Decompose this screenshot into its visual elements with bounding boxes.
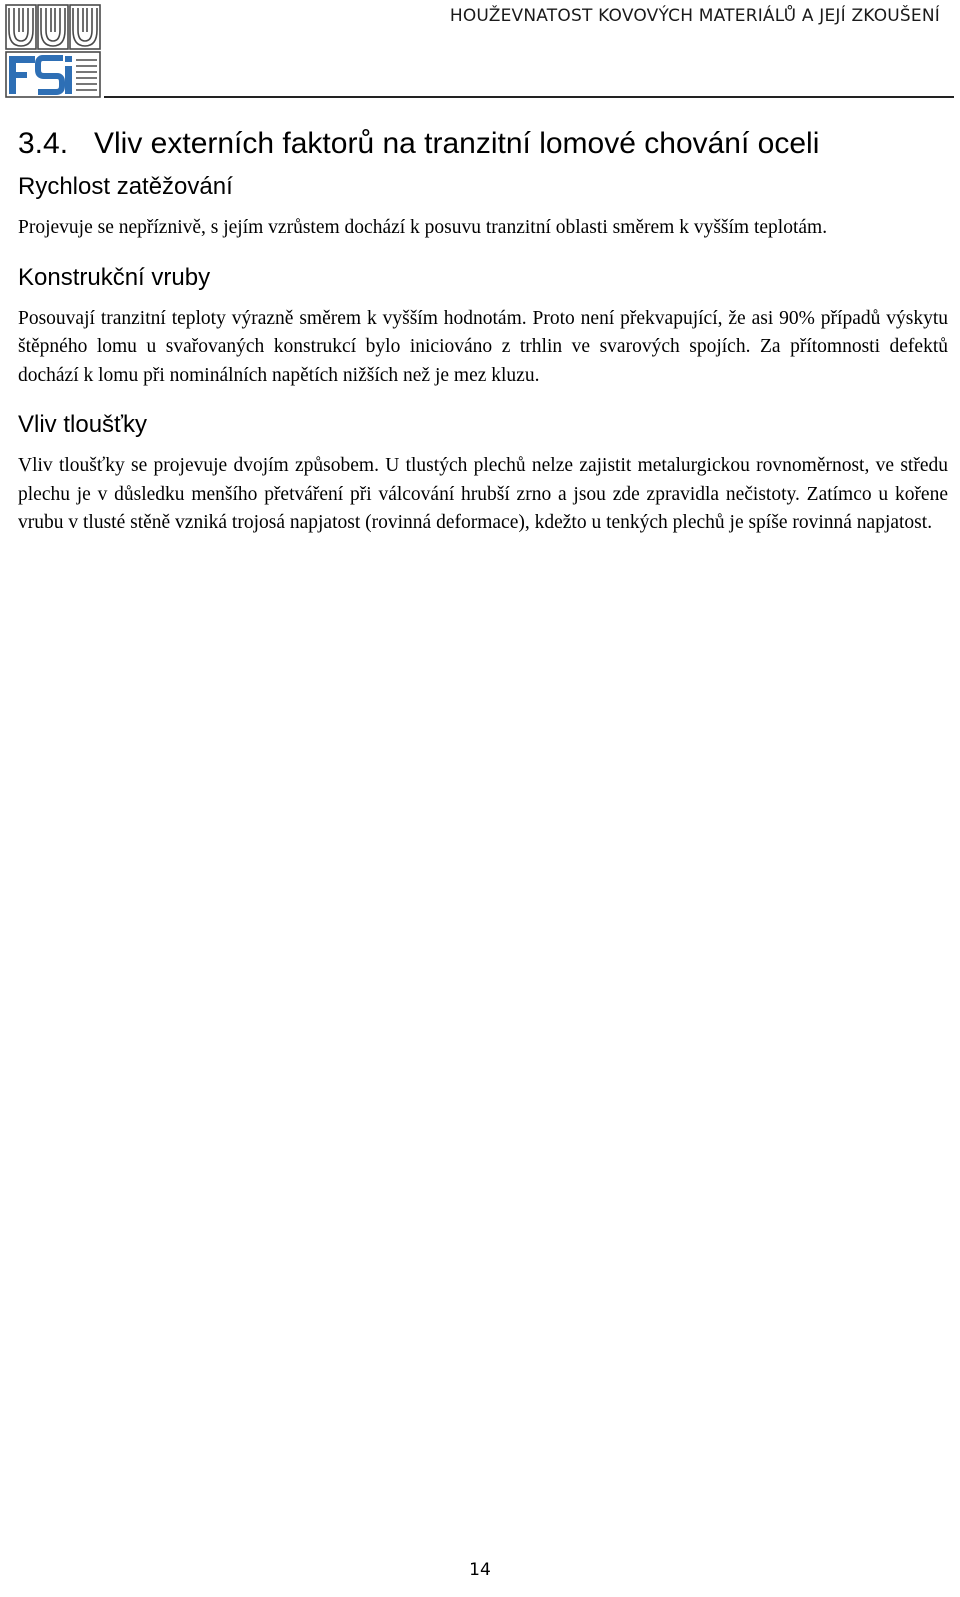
subsection-heading-thickness: Vliv tloušťky [18,411,148,438]
subsection-heading-notches: Konstrukční vruby [18,263,211,291]
page-number: 14 [469,1560,491,1580]
subsection-paragraph-thickness: Vliv tloušťky se projevuje dvojím způsobem. U tlustých plechů nelze zajistit metalurgickou rovnoměrnost, ve středu plechu je v důsledku menšího přetváření při válcování hrubší zrno a jsou zde zpravidla nečistoty. Zatímco u kořene vrubu v tlusté stěně vzniká trojosá napjatost (rovinná deformace), kdežto u tenkých plechů je spíše rovinná napjatost. [18,455,948,533]
section-title-text: Vliv externích faktorů na tranzitní lomové chování oceli [94,127,820,160]
header-title: HOUŽEVNATOST KOVOVÝCH MATERIÁLŮ A JEJÍ ZKOUŠENÍ [449,6,940,26]
page-header [0,0,960,100]
page-content [18,126,948,558]
subsection-paragraph-loading-rate: Projevuje se nepříznivě, s jejím vzrůstem dochází k posuvu tranzitní oblasti směrem k vyšším teplotám. [18,217,828,238]
section-number: 3.4. [18,127,69,160]
subsection-paragraph-notches: Posouvají tranzitní teploty výrazně směrem k vyšším hodnotám. Proto není překvapující, že asi 90% případů výskytu štěpného lomu u svařovaných konstrukcí bylo iniciováno z trhlin ve svarových spojích. Za přítomnosti defektů dochází k lomu při nominálních napětích nižších než je mez kluzu. [18,307,948,386]
vut-fsi-logo-icon [5,4,101,98]
header-divider [104,96,954,98]
section-title [18,126,948,162]
subsection-heading-loading-rate: Rychlost zatěžování [18,173,233,200]
